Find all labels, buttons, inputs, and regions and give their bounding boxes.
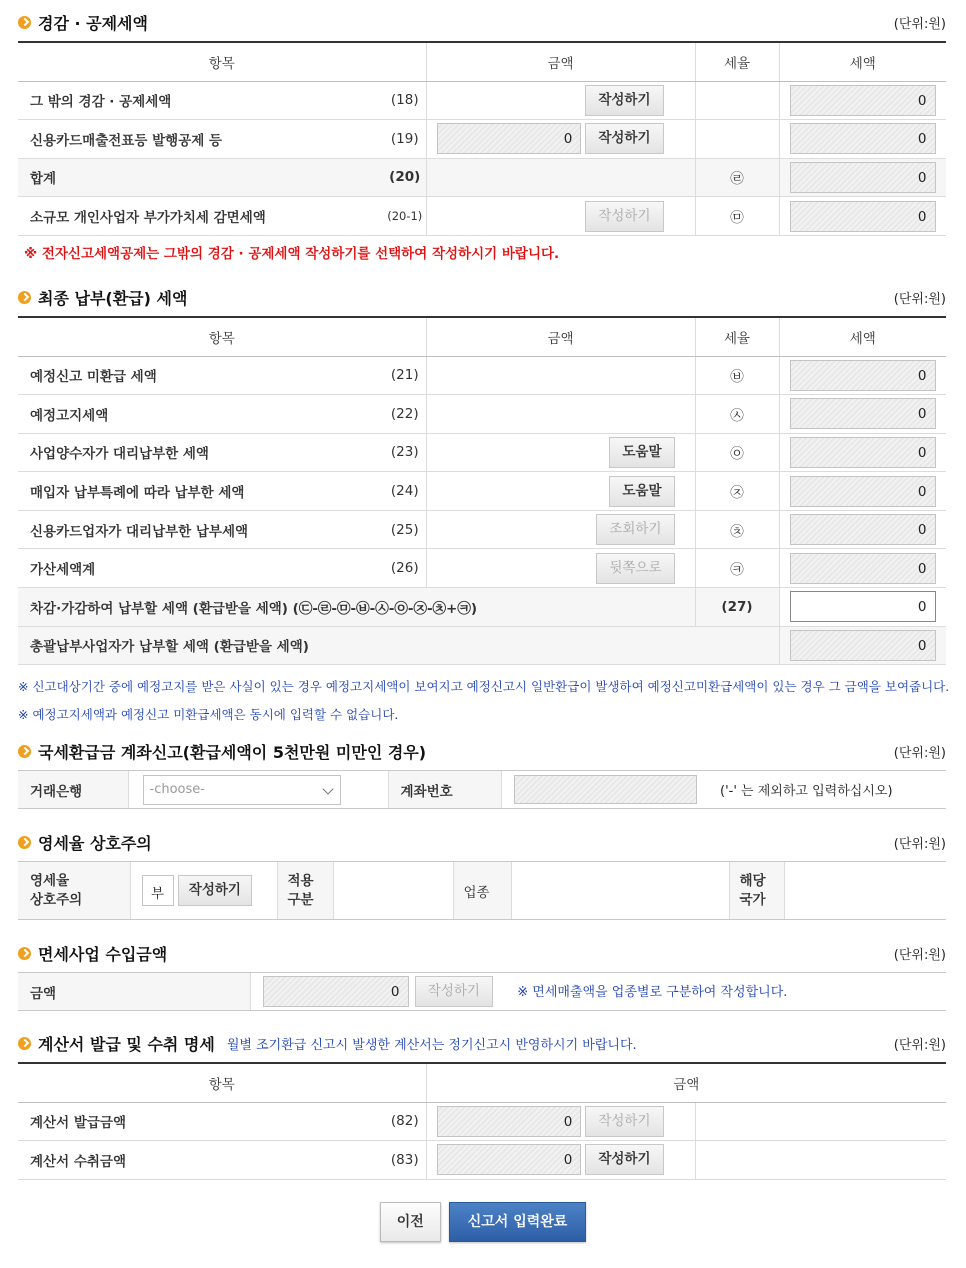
- write-tax-free-button[interactable]: 작성하기: [415, 976, 493, 1007]
- header-tax: 세액: [779, 317, 946, 356]
- industry-label: 업종: [453, 862, 511, 920]
- tax-free-amount-field[interactable]: 0: [263, 976, 409, 1007]
- section-title: 경감 · 공제세액: [18, 11, 148, 34]
- apply-type-label: 적용 구분: [277, 862, 333, 920]
- tax-field[interactable]: 0: [790, 514, 936, 545]
- bullet-arrow-icon: [18, 16, 31, 29]
- row-label: 그 밖의 경감 · 공제세액: [18, 81, 384, 120]
- section-refund-account: [18, 740, 946, 809]
- row-code: (27): [695, 588, 779, 627]
- row-code: (21): [384, 356, 426, 395]
- final-tax-field[interactable]: 0: [790, 591, 936, 622]
- zero-rate-label: 영세율 상호주의: [18, 862, 130, 920]
- section-reduction-credit: [18, 11, 946, 262]
- row-code: (83): [384, 1141, 426, 1180]
- tax-field[interactable]: 0: [790, 360, 936, 391]
- tax-free-note: ※ 면세매출액을 업종별로 구분하여 작성합니다.: [517, 984, 788, 1000]
- note-text: ※ 신고대상기간 중에 예정고지를 받은 사실이 있는 경우 예정고지세액이 보여지고 예정신고시 일반환급이 발생하여 예정신고미환급세액이 있는 경우 그 금액을 보여줍니다.: [18, 679, 950, 695]
- row-code: (18): [384, 81, 426, 120]
- unit-label: (단위:원): [893, 292, 946, 307]
- bank-select[interactable]: -choose-: [143, 775, 341, 805]
- invoice-received-amount-field[interactable]: 0: [437, 1144, 582, 1175]
- warning-text: ※ 전자신고세액공제는 그밖의 경감 · 공제세액 작성하기를 선택하여 작성하시기 바랍니다.: [24, 245, 560, 262]
- table-row: [18, 1141, 946, 1180]
- prev-button[interactable]: 이전: [380, 1202, 441, 1242]
- bullet-arrow-icon: [18, 291, 31, 304]
- row-code: (20-1): [384, 197, 426, 236]
- section-title: 영세율 상호주의: [18, 831, 152, 854]
- row-code: (25): [384, 510, 426, 549]
- chevron-down-icon: [322, 783, 333, 794]
- tax-field[interactable]: 0: [790, 162, 936, 193]
- bullet-arrow-icon: [18, 745, 31, 758]
- table-row: [18, 433, 946, 472]
- final-payment-table: [18, 316, 946, 665]
- section-title: 국세환급금 계좌신고(환급세액이 5천만원 미만인 경우): [18, 740, 426, 763]
- section-title: 면세사업 수입금액: [18, 942, 167, 965]
- table-row: [18, 158, 946, 197]
- tax-field[interactable]: 0: [790, 201, 936, 232]
- row-rate: ㉩: [695, 510, 779, 549]
- row-label: 예정신고 미환급 세액: [18, 356, 384, 395]
- header-amount: 금액: [426, 42, 695, 81]
- table-row: [18, 395, 946, 434]
- row-label: 계산서 발급금액: [18, 1102, 384, 1141]
- invoice-table: [18, 1062, 946, 1180]
- header-tax: 세액: [779, 42, 946, 81]
- row-label: 매입자 납부특례에 따라 납부한 세액: [18, 472, 384, 511]
- note-text: ※ 예정고지세액과 예정신고 미환급세액은 동시에 입력할 수 없습니다.: [18, 707, 399, 723]
- write-invoice-issued-button[interactable]: 작성하기: [585, 1106, 663, 1137]
- reduction-table: [18, 41, 946, 236]
- row-rate: ㉧: [695, 433, 779, 472]
- header-rate: 세율: [695, 42, 779, 81]
- row-label: 사업양수자가 대리납부한 세액: [18, 433, 384, 472]
- row-label: 신용카드매출전표등 발행공제 등: [18, 120, 384, 159]
- unit-label: (단위:원): [893, 1038, 946, 1053]
- country-label: 해당 국가: [729, 862, 784, 920]
- table-row: [18, 356, 946, 395]
- bullet-arrow-icon: [18, 947, 31, 960]
- submit-button[interactable]: 신고서 입력완료: [449, 1202, 587, 1242]
- unit-label: (단위:원): [893, 837, 946, 852]
- table-row: [18, 510, 946, 549]
- bullet-arrow-icon: [18, 836, 31, 849]
- bank-label: 거래은행: [18, 771, 128, 809]
- write-other-credit-button[interactable]: 작성하기: [585, 85, 663, 116]
- bullet-arrow-icon: [18, 1037, 31, 1050]
- unit-label: (단위:원): [893, 17, 946, 32]
- total-tax-field[interactable]: 0: [790, 630, 936, 661]
- row-rate: ㉦: [695, 395, 779, 434]
- zero-rate-table: [18, 861, 946, 920]
- lookup-button[interactable]: 조회하기: [596, 514, 674, 545]
- section-title: 계산서 발급 및 수취 명세 월별 조기환급 신고시 발생한 계산서는 정기신고시 반영하시기 바랍니다.: [18, 1032, 637, 1055]
- tax-field[interactable]: 0: [790, 123, 936, 154]
- row-rate: ㉨: [695, 472, 779, 511]
- write-small-business-reduction-button[interactable]: 작성하기: [585, 201, 663, 232]
- row-rate: [695, 81, 779, 120]
- refund-account-table: [18, 770, 946, 809]
- row-rate: ㉥: [695, 356, 779, 395]
- row-rate: ㉣: [695, 158, 779, 197]
- row-label: 예정고지세액: [18, 395, 384, 434]
- go-back-page-button[interactable]: 뒷쪽으로: [596, 553, 674, 584]
- additional-tax-link[interactable]: 가산세액계: [18, 549, 384, 588]
- row-label: 총괄납부사업자가 납부할 세액 (환급받을 세액): [18, 626, 779, 665]
- header-item: 항목: [18, 1063, 426, 1102]
- tax-field[interactable]: 0: [790, 553, 936, 584]
- section-final-payment: [18, 286, 950, 723]
- row-label: 신용카드업자가 대리납부한 납부세액: [18, 510, 384, 549]
- tax-free-table: [18, 972, 946, 1011]
- table-row: [18, 120, 946, 159]
- table-row: [18, 81, 946, 120]
- header-amount: 금액: [426, 1063, 946, 1102]
- tax-field[interactable]: 0: [790, 398, 936, 429]
- unit-label: (단위:원): [893, 746, 946, 761]
- card-credit-amount-field[interactable]: 0: [437, 123, 582, 154]
- section-tax-free-revenue: [18, 942, 946, 1011]
- header-item: 항목: [18, 42, 426, 81]
- account-hint: ('-' 는 제외하고 입력하십시오): [696, 771, 946, 809]
- table-row: [18, 472, 946, 511]
- section-title: 최종 납부(환급) 세액: [18, 286, 187, 309]
- inline-note: 월별 조기환급 신고시 발생한 계산서는 정기신고시 반영하시기 바랍니다.: [226, 1038, 637, 1053]
- help-button[interactable]: 도움말: [609, 476, 674, 507]
- tax-field[interactable]: 0: [790, 476, 936, 507]
- row-label: 합계: [18, 158, 384, 197]
- row-label: 계산서 수취금액: [18, 1141, 384, 1180]
- unit-label: (단위:원): [893, 948, 946, 963]
- table-row: [18, 626, 946, 665]
- tax-field[interactable]: 0: [790, 437, 936, 468]
- help-button[interactable]: 도움말: [609, 437, 674, 468]
- row-code: (26): [384, 549, 426, 588]
- row-code: (24): [384, 472, 426, 511]
- row-label: 소규모 개인사업자 부가가치세 감면세액: [18, 197, 384, 236]
- row-code: (82): [384, 1102, 426, 1141]
- row-rate: ㉪: [695, 549, 779, 588]
- row-label: 차감·가감하여 납부할 세액 (환급받을 세액) (㉢-㉣-㉤-㉥-㉦-㉧-㉨-㉩+㉪): [18, 588, 695, 627]
- amount-label: 금액: [18, 973, 250, 1011]
- section-invoice-statement: [18, 1032, 946, 1180]
- section-zero-rate-reciprocity: [18, 831, 946, 920]
- table-row: [18, 1102, 946, 1141]
- account-number-input[interactable]: [514, 775, 697, 804]
- header-rate: 세율: [695, 317, 779, 356]
- table-row: [18, 588, 946, 627]
- row-code: (20): [384, 158, 426, 197]
- invoice-issued-amount-field[interactable]: 0: [437, 1106, 582, 1137]
- row-rate: [695, 120, 779, 159]
- write-zero-rate-button[interactable]: 작성하기: [178, 875, 252, 906]
- write-card-credit-button[interactable]: 작성하기: [585, 123, 663, 154]
- account-label: 계좌번호: [388, 771, 501, 809]
- row-code: (23): [384, 433, 426, 472]
- write-invoice-received-button[interactable]: 작성하기: [585, 1144, 663, 1175]
- header-amount: 금액: [426, 317, 695, 356]
- row-rate: ㉤: [695, 197, 779, 236]
- table-row: [18, 549, 946, 588]
- row-code: (22): [384, 395, 426, 434]
- bottom-button-bar: [0, 1202, 966, 1242]
- tax-field[interactable]: 0: [790, 85, 936, 116]
- row-code: (19): [384, 120, 426, 159]
- table-row: [18, 197, 946, 236]
- zero-rate-value[interactable]: 부: [142, 875, 174, 906]
- header-item: 항목: [18, 317, 426, 356]
